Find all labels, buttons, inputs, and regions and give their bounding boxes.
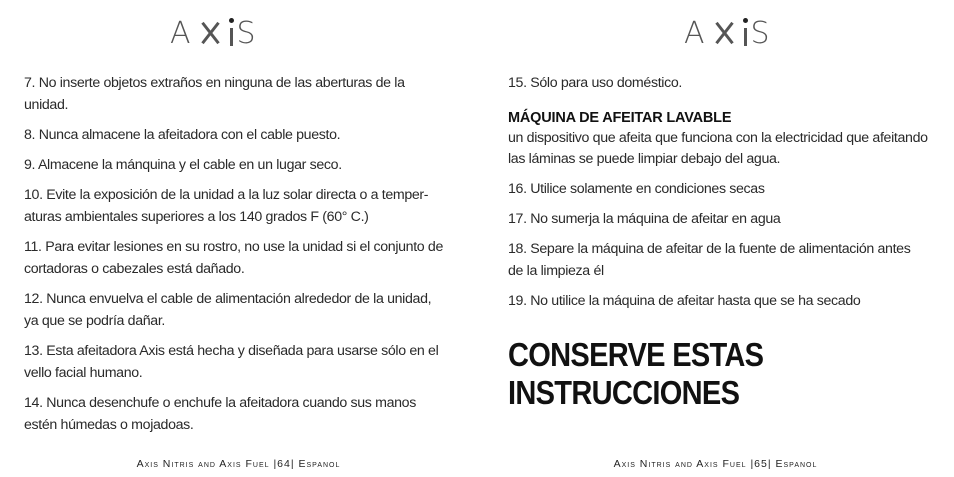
logo-x-mark [711, 18, 737, 48]
logo-i-mark [742, 18, 748, 48]
title-line: INSTRUCCIONES [508, 374, 740, 411]
axis-logo: A S [684, 15, 774, 51]
logo-x-mark [197, 18, 223, 48]
page-footer: Axis Nitris and Axis Fuel |65| Espanol [613, 458, 818, 470]
instruction-item: 17. No sumerja la máquina de afeitar en agua [508, 211, 781, 227]
section-subheading: MÁQUINA DE AFEITAR LAVABLE [508, 110, 732, 126]
instruction-item: 10. Evite la exposición de la unidad a la luz solar directa o a temper-aturas ambientales superiores a los 140 grados F (60° C.) [24, 187, 429, 225]
left-instructions [24, 72, 444, 444]
instruction-item: 18. Separe la máquina de afeitar de la fuente de alimentación antes de la limpieza él [508, 241, 911, 279]
instruction-item: 19. No utilice la máquina de afeitar hasta que se ha secado [508, 293, 861, 309]
right-instructions [508, 72, 928, 412]
title-line: CONSERVE ESTAS [508, 336, 764, 373]
section-description: un dispositivo que afeita que funciona con la electricidad que afeitando las láminas se puede limpiar debajo del agua. [508, 130, 928, 167]
conserve-title [508, 336, 895, 412]
instruction-item: 8. Nunca almacene la afeitadora con el cable puesto. [24, 127, 341, 143]
instruction-item: 12. Nunca envuelva el cable de alimentación alrededor de la unidad, ya que se podría dañar. [24, 291, 432, 329]
instruction-item: 7. No inserte objetos extraños en ninguna de las aberturas de la unidad. [24, 75, 405, 113]
instruction-item: 14. Nunca desenchufe o enchufe la afeitadora cuando sus manos estén húmedas o mojadoas. [24, 395, 416, 433]
right-page [477, 0, 954, 477]
instruction-item: 11. Para evitar lesiones en su rostro, no use la unidad si el conjunto de cortadoras o cabezales está dañado. [24, 239, 444, 277]
instruction-item: 13. Esta afeitadora Axis está hecha y diseñada para usarse sólo en el vello facial humano. [24, 343, 439, 381]
page-footer: Axis Nitris and Axis Fuel |64| Espanol [136, 458, 341, 470]
instruction-item: 16. Utilice solamente en condiciones secas [508, 181, 765, 197]
instruction-item: 15. Sólo para uso doméstico. [508, 75, 682, 91]
logo-i-mark [228, 18, 234, 48]
instruction-item: 9. Almacene la mánquina y el cable en un lugar seco. [24, 157, 342, 173]
axis-logo: A S [170, 15, 260, 51]
